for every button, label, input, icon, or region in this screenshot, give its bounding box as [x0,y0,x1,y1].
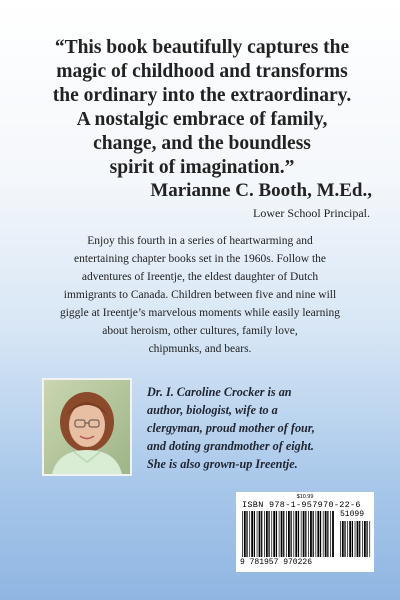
blurb-line: chipmunks, and bears. [148,343,252,355]
bio-line: Dr. I. Caroline Crocker is an [147,385,292,399]
blurb-line: immigrants to Canada. Children between five and nine will [63,289,337,301]
barcode-ean-number: 9 781957 970226 [240,558,313,567]
quote-author-title: Lower School Principal. [253,206,370,220]
bio-line: She is also grown-up Ireentje. [147,457,298,471]
author-photo [42,378,132,476]
quote-line: change, and the boundless [93,133,311,154]
quote-line: A nostalgic embrace of family, [76,109,328,130]
isbn-barcode [236,492,374,572]
blurb-line: giggle at Ireentje’s marvelous moments while easily learning [59,307,341,319]
ean-bars [242,511,334,557]
bio-line: clergyman, proud mother of four, [147,421,315,435]
blurb-line: Enjoy this fourth in a series of heartwarming and [87,235,313,247]
bio-line: author, biologist, wife to a [147,403,278,417]
author-bio [147,383,379,473]
supplement-bars [340,521,370,557]
bio-line: and doting grandmother of eight. [147,439,314,453]
blurb-line: entertaining chapter books set in the 1960s. Follow the [74,253,326,265]
author-portrait-illustration [44,380,130,474]
isbn-text: ISBN 978-1-957970-22-6 [242,500,361,510]
book-blurb [50,232,350,358]
quote-line: magic of childhood and transforms [56,61,348,82]
quote-line: “This book beautifully captures the [54,37,350,58]
pull-quote [30,36,374,180]
quote-author-name: Marianne C. Booth, M.Ed., [150,180,372,201]
blurb-line: adventures of Ireentje, the eldest daughter of Dutch [81,271,319,283]
quote-line: spirit of imagination.” [109,157,295,178]
quote-line: the ordinary into the extraordinary. [52,85,352,106]
barcode-price: $10.99 [296,494,314,500]
blurb-line: about heroism, other cultures, family love, [102,325,298,337]
barcode-supplement-number: 51099 [340,510,365,519]
